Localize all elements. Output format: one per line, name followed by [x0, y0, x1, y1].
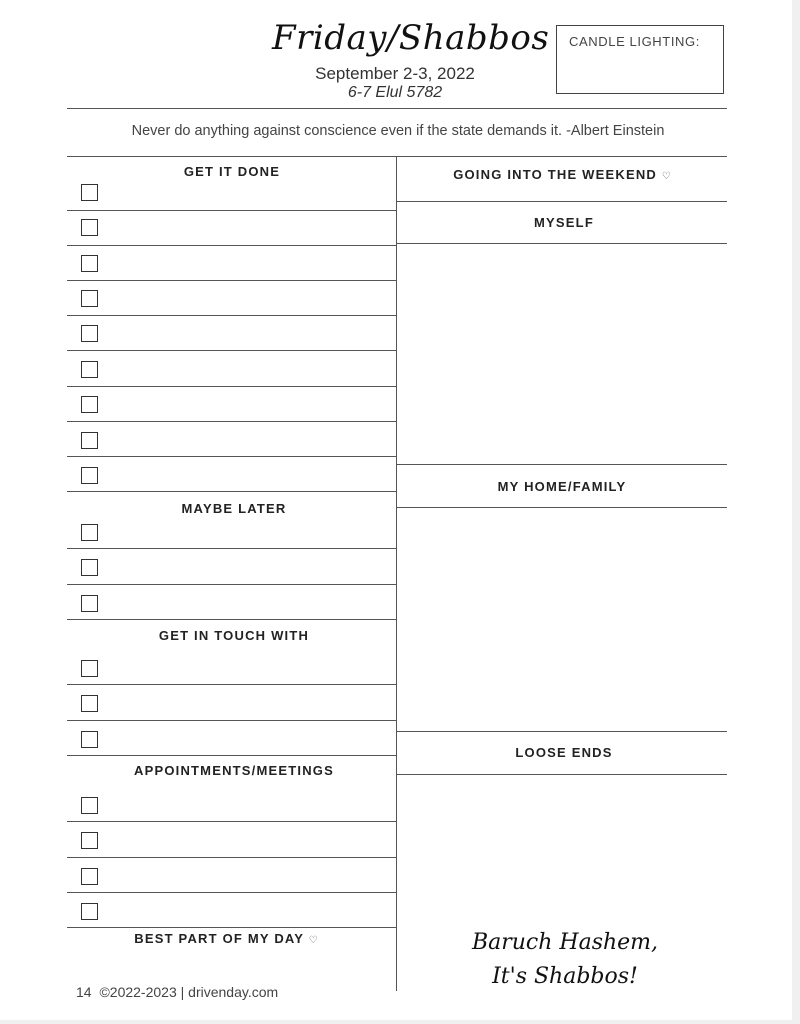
divider — [397, 774, 727, 775]
task-checkbox[interactable] — [81, 396, 98, 413]
row-line — [67, 245, 396, 246]
divider — [397, 731, 727, 732]
divider — [397, 464, 727, 465]
copyright: ©2022-2023 | drivenday.com — [99, 984, 279, 1000]
heading-get-in-touch: GET IN TOUCH WITH — [158, 628, 310, 643]
row-line — [67, 584, 396, 585]
signoff-line-2: It's Shabbos! — [492, 964, 638, 989]
row-line — [67, 755, 396, 756]
appointment-checkbox[interactable] — [81, 868, 98, 885]
task-checkbox[interactable] — [81, 184, 98, 201]
heading-maybe-later: MAYBE LATER — [181, 501, 287, 516]
row-line — [67, 421, 396, 422]
task-checkbox[interactable] — [81, 432, 98, 449]
row-line — [67, 720, 396, 721]
task-checkbox[interactable] — [81, 219, 98, 236]
row-line — [67, 548, 396, 549]
task-checkbox[interactable] — [81, 361, 98, 378]
task-checkbox[interactable] — [81, 255, 98, 272]
best-part-label: BEST PART OF MY DAY — [134, 931, 304, 946]
row-line — [67, 350, 396, 351]
heart-icon: ♡ — [308, 935, 318, 946]
signoff-line-1: Baruch Hashem, — [471, 930, 659, 955]
divider — [397, 507, 727, 508]
heart-icon: ♡ — [661, 171, 671, 182]
row-line — [67, 280, 396, 281]
appointment-checkbox[interactable] — [81, 903, 98, 920]
divider — [397, 201, 727, 202]
candle-lighting-box[interactable] — [556, 25, 724, 94]
heading-myself: MYSELF — [534, 215, 594, 230]
contact-checkbox[interactable] — [81, 731, 98, 748]
row-line — [67, 684, 396, 685]
task-checkbox[interactable] — [81, 467, 98, 484]
row-line — [67, 491, 396, 492]
contact-checkbox[interactable] — [81, 660, 98, 677]
row-line — [67, 386, 396, 387]
divider — [67, 108, 727, 109]
heading-get-it-done: GET IT DONE — [183, 164, 281, 179]
row-line — [67, 210, 396, 211]
candle-lighting-label: CANDLE LIGHTING: — [569, 34, 700, 49]
going-into-weekend-label: GOING INTO THE WEEKEND — [453, 167, 658, 182]
divider — [397, 243, 727, 244]
footer — [76, 984, 278, 1000]
row-line — [67, 927, 396, 928]
column-divider — [396, 156, 397, 991]
maybe-later-checkbox[interactable] — [81, 559, 98, 576]
heading-home-family: MY HOME/FAMILY — [497, 479, 627, 494]
gregorian-date: September 2-3, 2022 — [315, 64, 475, 83]
contact-checkbox[interactable] — [81, 695, 98, 712]
heading-loose-ends: LOOSE ENDS — [515, 745, 613, 760]
task-checkbox[interactable] — [81, 325, 98, 342]
maybe-later-checkbox[interactable] — [81, 524, 98, 541]
heading-best-part — [68, 931, 384, 946]
quote: Never do anything against conscience even if the state demands it. -Albert Einstein — [131, 123, 665, 139]
appointment-checkbox[interactable] — [81, 797, 98, 814]
page-number: 14 — [76, 984, 92, 1000]
row-line — [67, 619, 396, 620]
row-line — [67, 456, 396, 457]
heading-appointments: APPOINTMENTS/MEETINGS — [134, 763, 334, 778]
appointment-checkbox[interactable] — [81, 832, 98, 849]
page-title: Friday/Shabbos — [272, 18, 550, 58]
maybe-later-checkbox[interactable] — [81, 595, 98, 612]
hebrew-date: 6-7 Elul 5782 — [347, 84, 443, 101]
divider — [67, 156, 727, 157]
row-line — [67, 857, 396, 858]
row-line — [67, 821, 396, 822]
row-line — [67, 892, 396, 893]
task-checkbox[interactable] — [81, 290, 98, 307]
heading-going-into-weekend — [397, 167, 727, 182]
row-line — [67, 315, 396, 316]
